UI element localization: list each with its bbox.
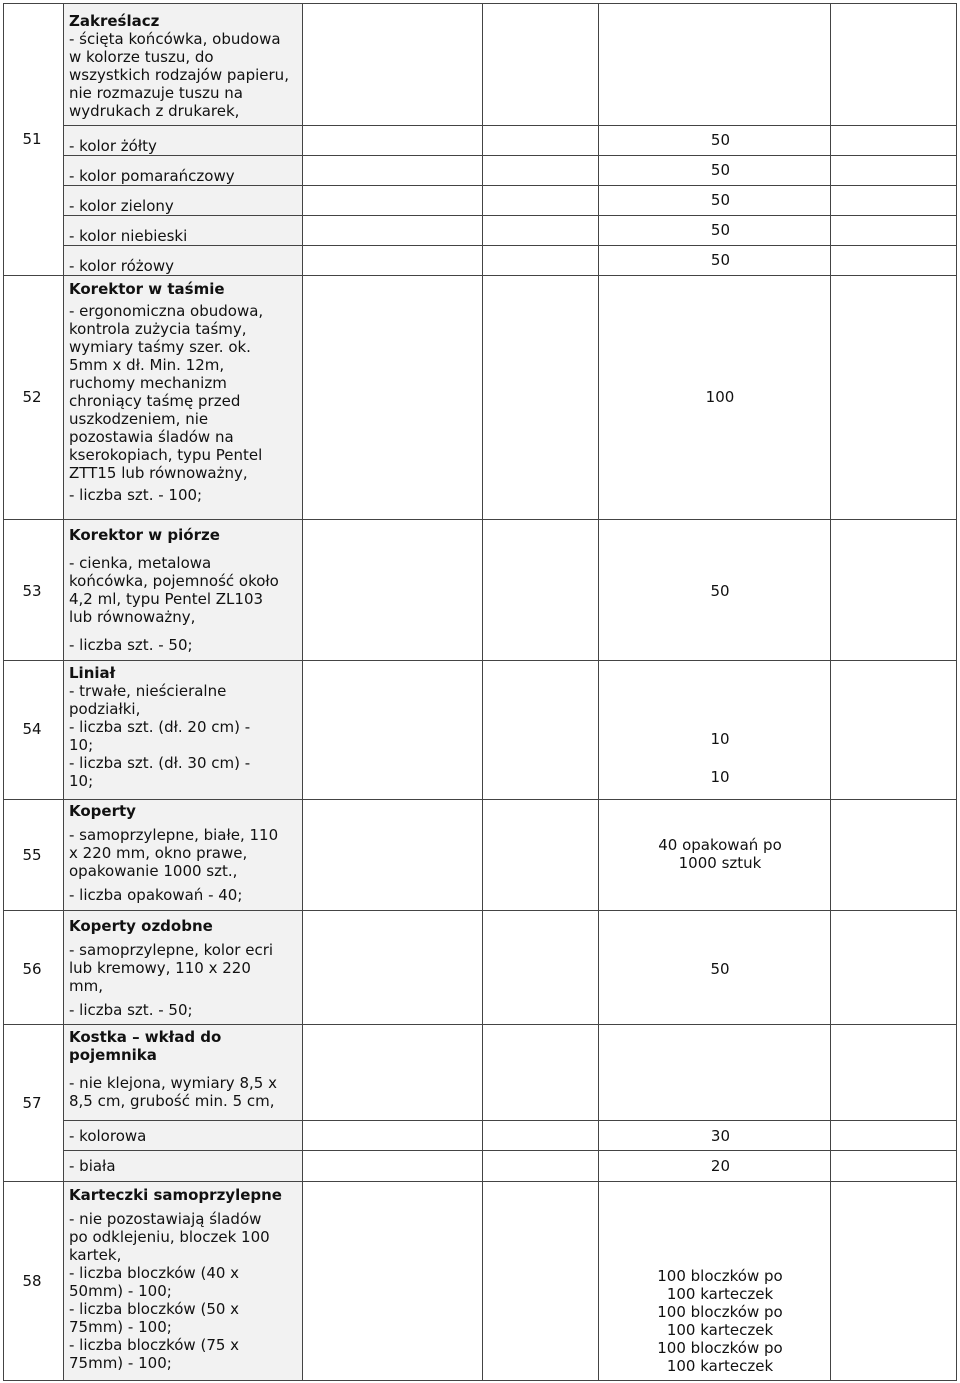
desc-line: lub kremowy, 110 x 220 [69, 959, 251, 977]
variant-label: - kolor pomarańczowy [69, 167, 235, 185]
grid-hline [3, 3, 956, 4]
desc-line: - nie klejona, wymiary 8,5 x [69, 1074, 277, 1092]
desc-line: pozostawia śladów na [69, 428, 234, 446]
desc-line: - ścięta końcówka, obudowa [69, 30, 281, 48]
desc-line: nie rozmazuje tuszu na [69, 84, 243, 102]
row-description [69, 917, 301, 1019]
item-title: Karteczki samoprzylepne [69, 1186, 282, 1204]
grid-subline [63, 185, 956, 186]
row-number: 51 [22, 130, 42, 148]
variant-label: - kolor żółty [69, 137, 157, 155]
item-title: Koperty ozdobne [69, 917, 213, 935]
desc-line: wydrukach z drukarek, [69, 102, 240, 120]
desc-line: 5mm x dł. Min. 12m, [69, 356, 225, 374]
desc-line: ZTT15 lub równoważny, [69, 464, 248, 482]
desc-line: - ergonomiczna obudowa, [69, 302, 264, 320]
variant-label: - kolor niebieski [69, 227, 188, 245]
desc-line: w kolorze tuszu, do [69, 48, 214, 66]
grid-vline [956, 3, 957, 1381]
item-qty: 50 [710, 582, 730, 600]
desc-line: - liczba bloczków (40 x [69, 1264, 240, 1282]
grid-vline [302, 3, 303, 1381]
variant-qty: 50 [710, 191, 730, 209]
desc-line: 4,2 ml, typu Pentel ZL103 [69, 590, 264, 608]
desc-line: 50mm) - 100; [69, 1282, 172, 1300]
row-description [69, 1186, 301, 1372]
desc-line: - cienka, metalowa [69, 554, 212, 572]
item-title: Zakreślacz [69, 12, 160, 30]
row-description [69, 802, 301, 904]
item-title: Kostka – wkład do [69, 1028, 222, 1046]
desc-line: 75mm) - 100; [69, 1354, 172, 1372]
item-qty: 100 [705, 388, 735, 406]
grid-hline [3, 910, 956, 911]
item-qty: 10 [710, 768, 730, 786]
desc-line: - liczba szt. - 50; [69, 636, 193, 654]
item-title: Liniał [69, 664, 116, 682]
item-qty [610, 1267, 830, 1375]
item-title: Korektor w piórze [69, 526, 220, 544]
qty-line: 100 karteczek [666, 1285, 774, 1303]
desc-line: - liczba szt. (dł. 30 cm) - [69, 754, 251, 772]
item-title: Korektor w taśmie [69, 280, 225, 298]
desc-line: wszystkich rodzajów papieru, [69, 66, 289, 84]
desc-line: - liczba szt. (dł. 20 cm) - [69, 718, 251, 736]
variant-qty: 50 [710, 161, 730, 179]
desc-line: po odklejeniu, bloczek 100 [69, 1228, 270, 1246]
row-description [69, 280, 301, 504]
grid-vline [3, 3, 4, 1381]
desc-line: x 220 mm, okno prawe, [69, 844, 248, 862]
grid-hline [3, 660, 956, 661]
variant-label: - kolor różowy [69, 257, 174, 275]
grid-vline [482, 3, 483, 1381]
row-number: 54 [22, 720, 42, 738]
desc-line: 10; [69, 736, 94, 754]
variant-label: - kolor zielony [69, 197, 174, 215]
qty-line: 100 karteczek [666, 1357, 774, 1375]
row-number: 55 [22, 846, 42, 864]
variant-label: - biała [69, 1157, 116, 1175]
qty-line: 100 karteczek [666, 1321, 774, 1339]
desc-line: ruchomy mechanizm [69, 374, 227, 392]
item-title: pojemnika [69, 1046, 157, 1064]
desc-line: podziałki, [69, 700, 141, 718]
desc-line: końcówka, pojemność około [69, 572, 279, 590]
desc-line: - samoprzylepne, kolor ecri [69, 941, 274, 959]
desc-line: mm, [69, 977, 103, 995]
desc-line: - liczba opakowań - 40; [69, 886, 243, 904]
row-description [69, 526, 301, 654]
row-number: 56 [22, 960, 42, 978]
qty-line: 100 bloczków po [657, 1267, 783, 1285]
row-description [69, 12, 301, 120]
row-number: 57 [22, 1094, 42, 1112]
desc-line: - liczba szt. - 50; [69, 1001, 193, 1019]
row-number: 58 [22, 1272, 42, 1290]
desc-line: 75mm) - 100; [69, 1318, 172, 1336]
row-description [69, 664, 301, 790]
row-description [69, 1028, 301, 1110]
desc-line: - liczba bloczków (75 x [69, 1336, 240, 1354]
item-qty: 10 [710, 730, 730, 748]
grid-hline [3, 1181, 956, 1182]
variant-qty: 50 [710, 251, 730, 269]
row-number: 53 [22, 582, 42, 600]
grid-hline [3, 799, 956, 800]
qty-line: 100 bloczków po [657, 1303, 783, 1321]
grid-hline [3, 1380, 956, 1381]
grid-subline [63, 155, 956, 156]
desc-line: - nie pozostawiają śladów [69, 1210, 262, 1228]
desc-line: lub równoważny, [69, 608, 196, 626]
desc-line: kontrola zużycia taśmy, [69, 320, 247, 338]
grid-subline [63, 1150, 956, 1151]
qty-line: 100 bloczków po [657, 1339, 783, 1357]
qty-line: 40 opakowań po [658, 836, 782, 854]
grid-subline [63, 215, 956, 216]
variant-qty: 50 [710, 221, 730, 239]
desc-line: uszkodzeniem, nie [69, 410, 209, 428]
desc-line: kserokopiach, typu Pentel [69, 446, 263, 464]
grid-hline [3, 275, 956, 276]
desc-line: 10; [69, 772, 94, 790]
desc-line: opakowanie 1000 szt., [69, 862, 238, 880]
grid-subline [63, 125, 956, 126]
desc-line: kartek, [69, 1246, 122, 1264]
desc-line: - liczba szt. - 100; [69, 486, 203, 504]
desc-line: - samoprzylepne, białe, 110 [69, 826, 279, 844]
desc-line: - liczba bloczków (50 x [69, 1300, 240, 1318]
variant-label: - kolorowa [69, 1127, 147, 1145]
variant-qty: 20 [710, 1157, 730, 1175]
grid-subline [63, 245, 956, 246]
grid-vline [63, 3, 64, 1381]
variant-qty: 50 [710, 131, 730, 149]
desc-line: wymiary taśmy szer. ok. [69, 338, 251, 356]
item-title: Koperty [69, 802, 136, 820]
grid-hline [3, 519, 956, 520]
grid-hline [3, 1024, 956, 1025]
grid-subline [63, 1120, 956, 1121]
qty-line: 1000 sztuk [678, 854, 762, 872]
desc-line: - trwałe, nieścieralne [69, 682, 227, 700]
desc-line: chroniący taśmę przed [69, 392, 241, 410]
row-number: 52 [22, 388, 42, 406]
grid-vline [830, 3, 831, 1381]
variant-qty: 30 [710, 1127, 730, 1145]
item-qty [610, 836, 830, 872]
item-qty: 50 [710, 960, 730, 978]
desc-line: 8,5 cm, grubość min. 5 cm, [69, 1092, 275, 1110]
